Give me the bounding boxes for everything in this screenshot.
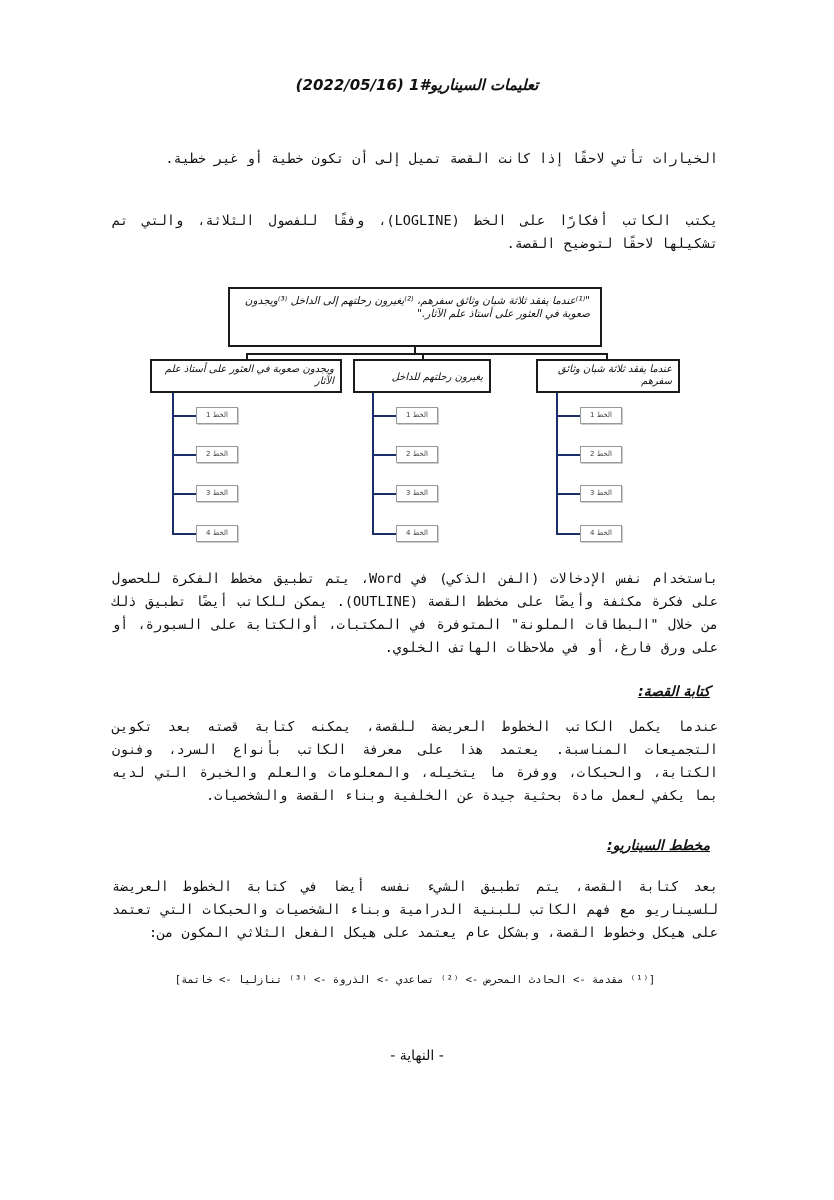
heading-scenario-outline: مخطط السيناريو:	[606, 838, 710, 854]
act-box-1: عندما يفقد ثلاثة شبان وثائق سفرهم	[536, 359, 680, 393]
end-marker: - النهاية -	[390, 1048, 444, 1064]
heading-story-writing: كتابة القصة:	[638, 684, 710, 700]
paragraph-scenario-outline: بعد كتابة القصة، يتم تطبيق الشيء نفسه أيضا في كتابة الخطوط العريضة للسيناريو مع فهم الكاتب للبنية الدرامية وبناء الشخصيات والحبكات التي تعتمد على هيكل وخطوط القصة، وبشكل عام يعتمد على هيكل الفعل الثلاثي المكون من:	[112, 879, 718, 941]
act2-line-2: الخط 2	[396, 446, 438, 463]
act3-branch-3	[172, 493, 198, 495]
document-title: تعليمات السيناريو#1 (2022/05/16)	[295, 76, 539, 94]
paragraph-smartart: باستخدام نفس الإدخالات (الفن الذكي) في Word، يتم تطبيق مخطط الفكرة للحصول على فكرة مكثفة وأيضًا على مخطط القصة (OUTLINE). يمكن للكاتب أيضًا تطبيق ذلك من خلال "البطاقات الملونة" المتوفرة في المكتبات، أوالكتابة على السبورة، أو على ورق فارغ، أو في ملاحظات الهاتف الخلوي.	[112, 571, 718, 656]
connector-horizontal	[246, 353, 608, 355]
act2-line-4: الخط 4	[396, 525, 438, 542]
act2-branch-4	[372, 533, 398, 535]
act1-branch-1	[556, 415, 582, 417]
act1-line-1: الخط 1	[580, 407, 622, 424]
logline-box: "⁽¹⁾عندما يفقد ثلاثة شبان وثائق سفرهم، ⁽²⁾يغيرون رحلتهم إلى الداخل ⁽³⁾ويجدون صعوبة في العثور على أستاذ علم الآثار."	[228, 287, 602, 347]
act-box-3: ويجدون صعوبة في العثور على أستاذ علم الآثار	[150, 359, 342, 393]
act1-line-3: الخط 3	[580, 485, 622, 502]
paragraph-logline: يكتب الكاتب أفكارًا على الخط (LOGLINE)، وفقًا للفصول الثلاثة، والتي تم تشكيلها لاحقًا لتوضيح القصة.	[112, 213, 718, 252]
act3-line-3: الخط 3	[196, 485, 238, 502]
act2-line-3: الخط 3	[396, 485, 438, 502]
act-box-2: يغيرون رحلتهم للداخل	[353, 359, 491, 393]
logline-diagram	[148, 283, 688, 553]
paragraph-linearity: الخيارات تأتي لاحقًا إذا كانت القصة تميل إلى أن تكون خطية أو غير خطية.	[165, 151, 718, 167]
three-act-sequence: [⁽¹⁾ مقدمة -> الحادث المحرض -> ⁽²⁾ تصاعدي -> الذروة -> ⁽³⁾ تنازليا -> خاتمة]	[174, 974, 656, 986]
act3-branch-2	[172, 454, 198, 456]
act2-branch-1	[372, 415, 398, 417]
act3-branch-4	[172, 533, 198, 535]
act3-line-2: الخط 2	[196, 446, 238, 463]
paragraph-story-writing: عندما يكمل الكاتب الخطوط العريضة للقصة، يمكنه كتابة قصته بعد تكوين التجميعات المناسبة. يعتمد هذا على معرفة الكاتب بأنواع السرد، وفنون الكتابة، والحبكات، ووفرة ما يتخيله، والمعلومات والعلم والخبرة التي لديه بما يكفي لعمل مادة بحثية جيدة عن الخلفية وبناء القصة والشخصيات.	[112, 719, 718, 804]
act3-line-4: الخط 4	[196, 525, 238, 542]
act1-line-4: الخط 4	[580, 525, 622, 542]
act2-branch-2	[372, 454, 398, 456]
act2-line-1: الخط 1	[396, 407, 438, 424]
act1-branch-2	[556, 454, 582, 456]
act3-line-1: الخط 1	[196, 407, 238, 424]
act2-branch-3	[372, 493, 398, 495]
act3-branch-1	[172, 415, 198, 417]
act1-branch-3	[556, 493, 582, 495]
act1-branch-4	[556, 533, 582, 535]
act1-line-2: الخط 2	[580, 446, 622, 463]
